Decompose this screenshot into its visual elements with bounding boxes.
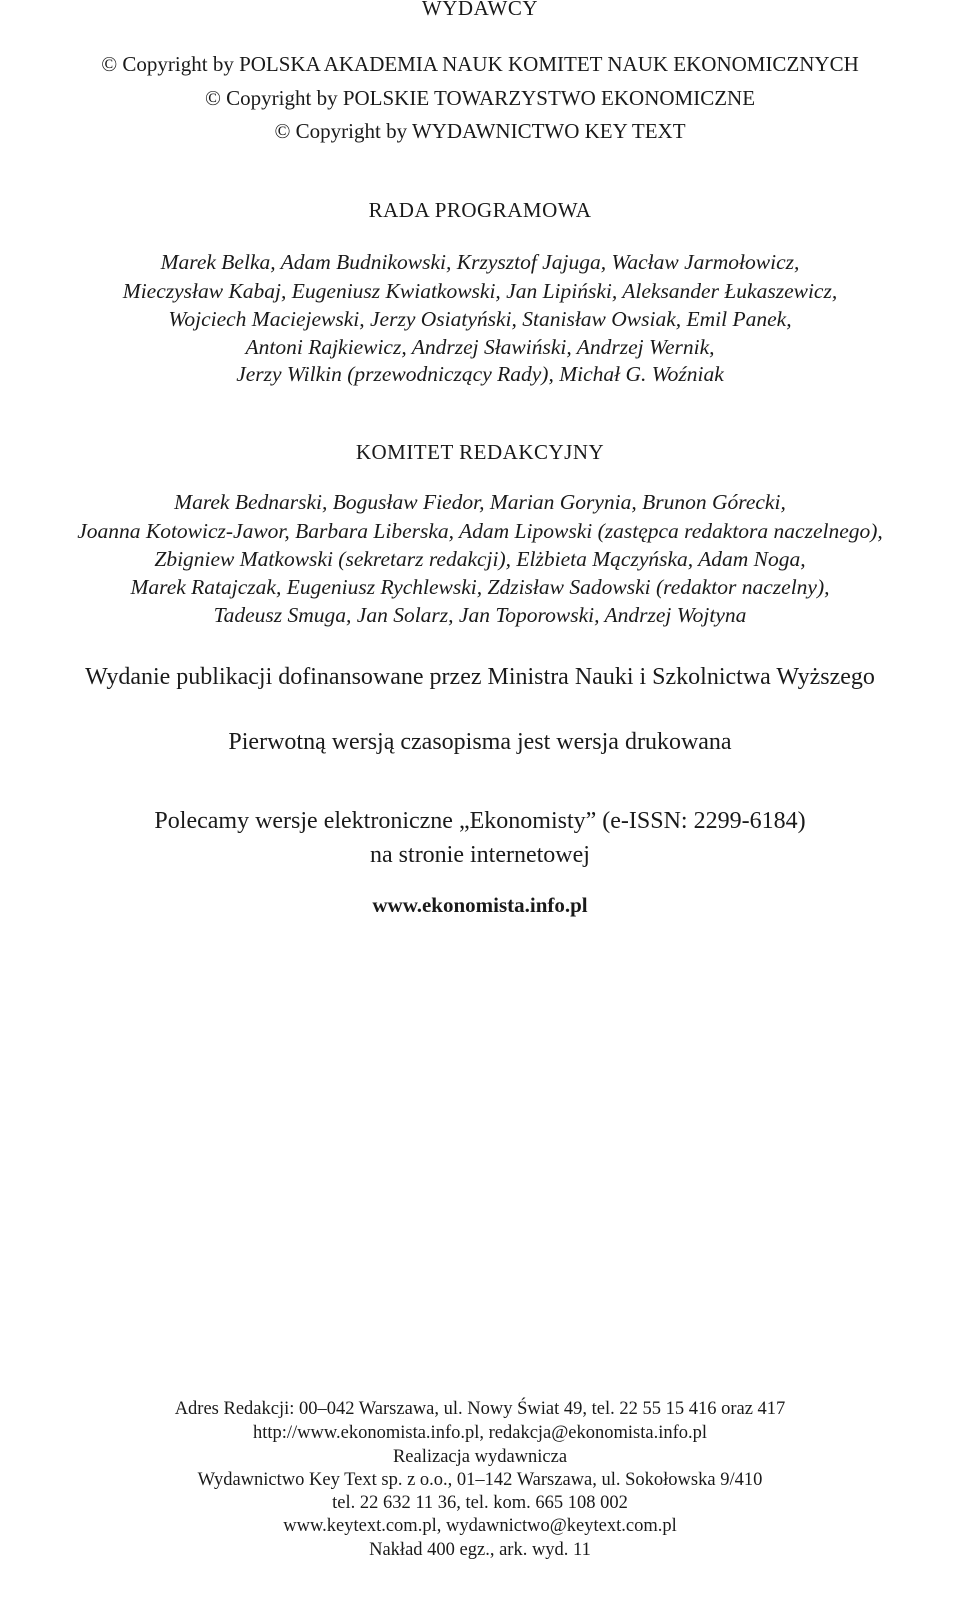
funding-note: Wydanie publikacji dofinansowane przez Ministra Nauki i Szkolnictwa Wyższego (85, 664, 875, 690)
address-line: Wydawnictwo Key Text sp. z o.o., 01–142 Warszawa, ul. Sokołowska 9/410 (197, 1470, 763, 1490)
electronic-version-note: Polecamy wersje elektroniczne „Ekonomisty” (e-ISSN: 2299-6184) (154, 808, 806, 834)
copyright-line: © Copyright by POLSKIE TOWARZYSTWO EKONOMICZNE (204, 86, 756, 110)
board-member-line: Joanna Kotowicz-Jawor, Barbara Liberska, Adam Lipowski (zastępca redaktora naczelnego), (77, 519, 883, 543)
website-url: www.ekonomista.info.pl (372, 893, 588, 917)
board-member-line: Tadeusz Smuga, Jan Solarz, Jan Toporowski, Andrzej Wojtyna (213, 603, 747, 627)
publishers-heading: WYDAWCY (421, 0, 539, 20)
council-member-line: Jerzy Wilkin (przewodniczący Rady), Michał G. Woźniak (236, 362, 724, 386)
address-line: Nakład 400 egz., ark. wyd. 11 (369, 1540, 591, 1560)
address-line: www.keytext.com.pl, wydawnictwo@keytext.com.pl (283, 1516, 677, 1536)
address-line: Realizacja wydawnicza (392, 1447, 568, 1467)
board-member-line: Marek Bednarski, Bogusław Fiedor, Marian Gorynia, Brunon Górecki, (174, 490, 786, 514)
address-line: http://www.ekonomista.info.pl, redakcja@ekonomista.info.pl (252, 1423, 708, 1443)
editorial-board-heading: KOMITET REDAKCYJNY (355, 440, 605, 464)
address-line: Adres Redakcji: 00–042 Warszawa, ul. Nowy Świat 49, tel. 22 55 15 416 oraz 417 (174, 1399, 786, 1419)
council-member-line: Marek Belka, Adam Budnikowski, Krzysztof Jajuga, Wacław Jarmołowicz, (160, 250, 800, 274)
copyright-line: © Copyright by POLSKA AKADEMIA NAUK KOMITET NAUK EKONOMICZNYCH (101, 52, 859, 76)
address-line: tel. 22 632 11 36, tel. kom. 665 108 002 (332, 1493, 628, 1513)
council-member-line: Wojciech Maciejewski, Jerzy Osiatyński, Stanisław Owsiak, Emil Panek, (168, 307, 792, 331)
electronic-version-note-line2: na stronie internetowej (370, 842, 590, 868)
print-version-note: Pierwotną wersją czasopisma jest wersja drukowana (228, 729, 732, 755)
board-member-line: Marek Ratajczak, Eugeniusz Rychlewski, Zdzisław Sadowski (redaktor naczelny), (130, 575, 830, 599)
council-member-line: Mieczysław Kabaj, Eugeniusz Kwiatkowski, Jan Lipiński, Aleksander Łukaszewicz, (122, 279, 838, 303)
council-member-line: Antoni Rajkiewicz, Andrzej Sławiński, Andrzej Wernik, (245, 335, 715, 359)
copyright-line: © Copyright by WYDAWNICTWO KEY TEXT (274, 119, 686, 143)
program-council-heading: RADA PROGRAMOWA (368, 198, 592, 222)
board-member-line: Zbigniew Matkowski (sekretarz redakcji), Elżbieta Mączyńska, Adam Noga, (154, 547, 806, 571)
